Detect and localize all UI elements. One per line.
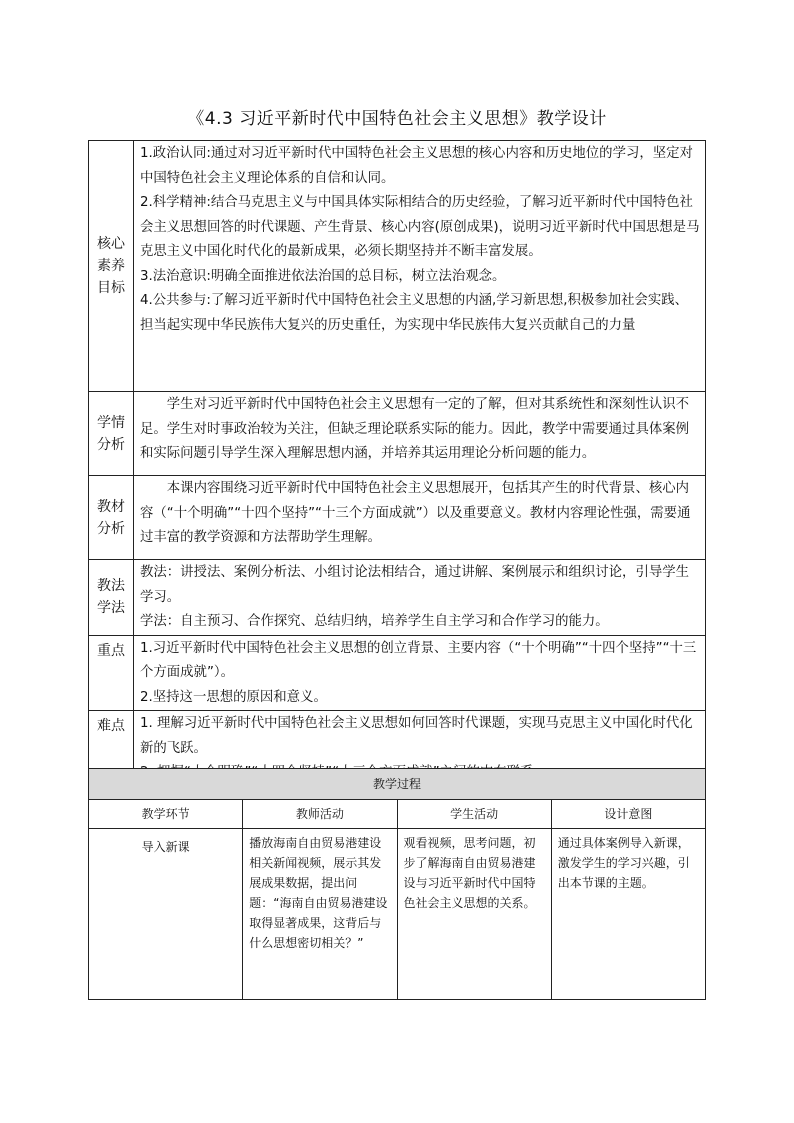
process-header-row: [89, 800, 706, 829]
section-row-methods: [89, 560, 706, 636]
label-line: 教法: [97, 578, 125, 595]
paragraph: 2.科学精神:结合马克思主义与中国具体实际相结合的历史经验，了解习近平新时代中国特色社会主义思想回答的时代课题、产生背景、核心内容(原创成果)，说明习近平新时代中国思想是马克思主义中国化时代化的最新成果，必须长期坚持并不断丰富发展。: [140, 195, 700, 259]
cell-stage: 导入新课: [89, 829, 243, 1000]
label-line: 学法: [97, 600, 125, 617]
header-stage: 教学环节: [89, 800, 243, 829]
label-line: 分析: [97, 436, 125, 453]
header-design-intent: 设计意图: [551, 800, 705, 829]
process-band-row: [89, 769, 706, 800]
cell-student-activity: 观看视频，思考问题，初步了解海南自由贸易港建设与习近平新时代中国特色社会主义思想的关系。: [397, 829, 551, 1000]
cell-teacher-activity: 播放海南自由贸易港建设相关新闻视频，展示其发展成果数据，提出问题：“海南自由贸易港建设取得显著成果，这背后与什么思想密切相关？”: [243, 829, 397, 1000]
label-line: 目标: [97, 280, 125, 296]
label-line: 教材: [97, 498, 125, 515]
section-row-key-points: [89, 635, 706, 711]
section-content: [134, 476, 706, 560]
paragraph: 2.坚持这一思想的原因和意义。: [140, 689, 327, 705]
label-line: 分析: [97, 520, 125, 537]
section-label: [89, 141, 134, 392]
section-row-core-goals: [89, 141, 706, 392]
teaching-process-table: [88, 768, 706, 1000]
header-teacher-activity: 教师活动: [243, 800, 397, 829]
label-line: 核心: [97, 236, 125, 252]
process-row: [89, 829, 706, 1000]
section-label: [89, 476, 134, 560]
paragraph: 4.公共参与:了解习近平新时代中国特色社会主义思想的内涵,学习新思想,积极参加社会实践、担当起实现中华民族伟大复兴的历史重任，为实现中华民族伟大复兴贡献自己的力量: [140, 293, 689, 333]
paragraph: 学生对习近平新时代中国特色社会主义思想有一定的了解，但对其系统性和深刻性认识不足。学生对时事政治较为关注，但缺乏理论联系实际的能力。因此，教学中需要通过具体案例和实际问题引导学生深入理解思想内涵，并培养其运用理论分析问题的能力。: [140, 397, 690, 461]
section-label: [89, 392, 134, 476]
process-band-label: 教学过程: [89, 769, 706, 800]
paragraph: 学法：自主预习、合作探究、总结归纳，培养学生自主学习和合作学习的能力。: [140, 614, 609, 629]
section-row-textbook-analysis: [89, 476, 706, 560]
label-line: 难点: [97, 718, 125, 734]
label-line: 素养: [97, 258, 125, 274]
section-content: [134, 560, 706, 636]
section-label: [89, 560, 134, 636]
section-content: [134, 635, 706, 711]
paragraph: 本课内容围绕习近平新时代中国特色社会主义思想展开，包括其产生的时代背景、核心内容（“十个明确”“十四个坚持”“十三个方面成就”）以及重要意义。教材内容理论性强，需要通过丰富的教学资源和方法帮助学生理解。: [140, 481, 691, 545]
section-content: [134, 141, 706, 392]
paragraph: 1.政治认同:通过对习近平新时代中国特色社会主义思想的核心内容和历史地位的学习，坚定对中国特色社会主义理论体系的自信和认同。: [140, 146, 693, 186]
section-row-learner-analysis: [89, 392, 706, 476]
document-title: 《4.3 习近平新时代中国特色社会主义思想》教学设计: [187, 109, 607, 129]
header-student-activity: 学生活动: [397, 800, 551, 829]
paragraph: 1. 理解习近平新时代中国特色社会主义思想如何回答时代课题，实现马克思主义中国化时代化新的飞跃。: [140, 716, 693, 756]
section-content: [134, 392, 706, 476]
lesson-plan-table: [88, 140, 706, 796]
cell-design-intent: 通过具体案例导入新课，激发学生的学习兴趣，引出本节课的主题。: [551, 829, 705, 1000]
label-line: 重点: [97, 642, 125, 659]
paragraph: 3.法治意识:明确全面推进依法治国的总目标，树立法治观念。: [140, 268, 506, 284]
paragraph: 教法：讲授法、案例分析法、小组讨论法相结合，通过讲解、案例展示和组织讨论，引导学生学习。: [140, 565, 690, 605]
paragraph: 1.习近平新时代中国特色社会主义思想的创立背景、主要内容（“十个明确”“十四个坚持”“十三个方面成就”）。: [140, 640, 697, 680]
section-label: [89, 635, 134, 711]
label-line: 学情: [97, 414, 125, 431]
